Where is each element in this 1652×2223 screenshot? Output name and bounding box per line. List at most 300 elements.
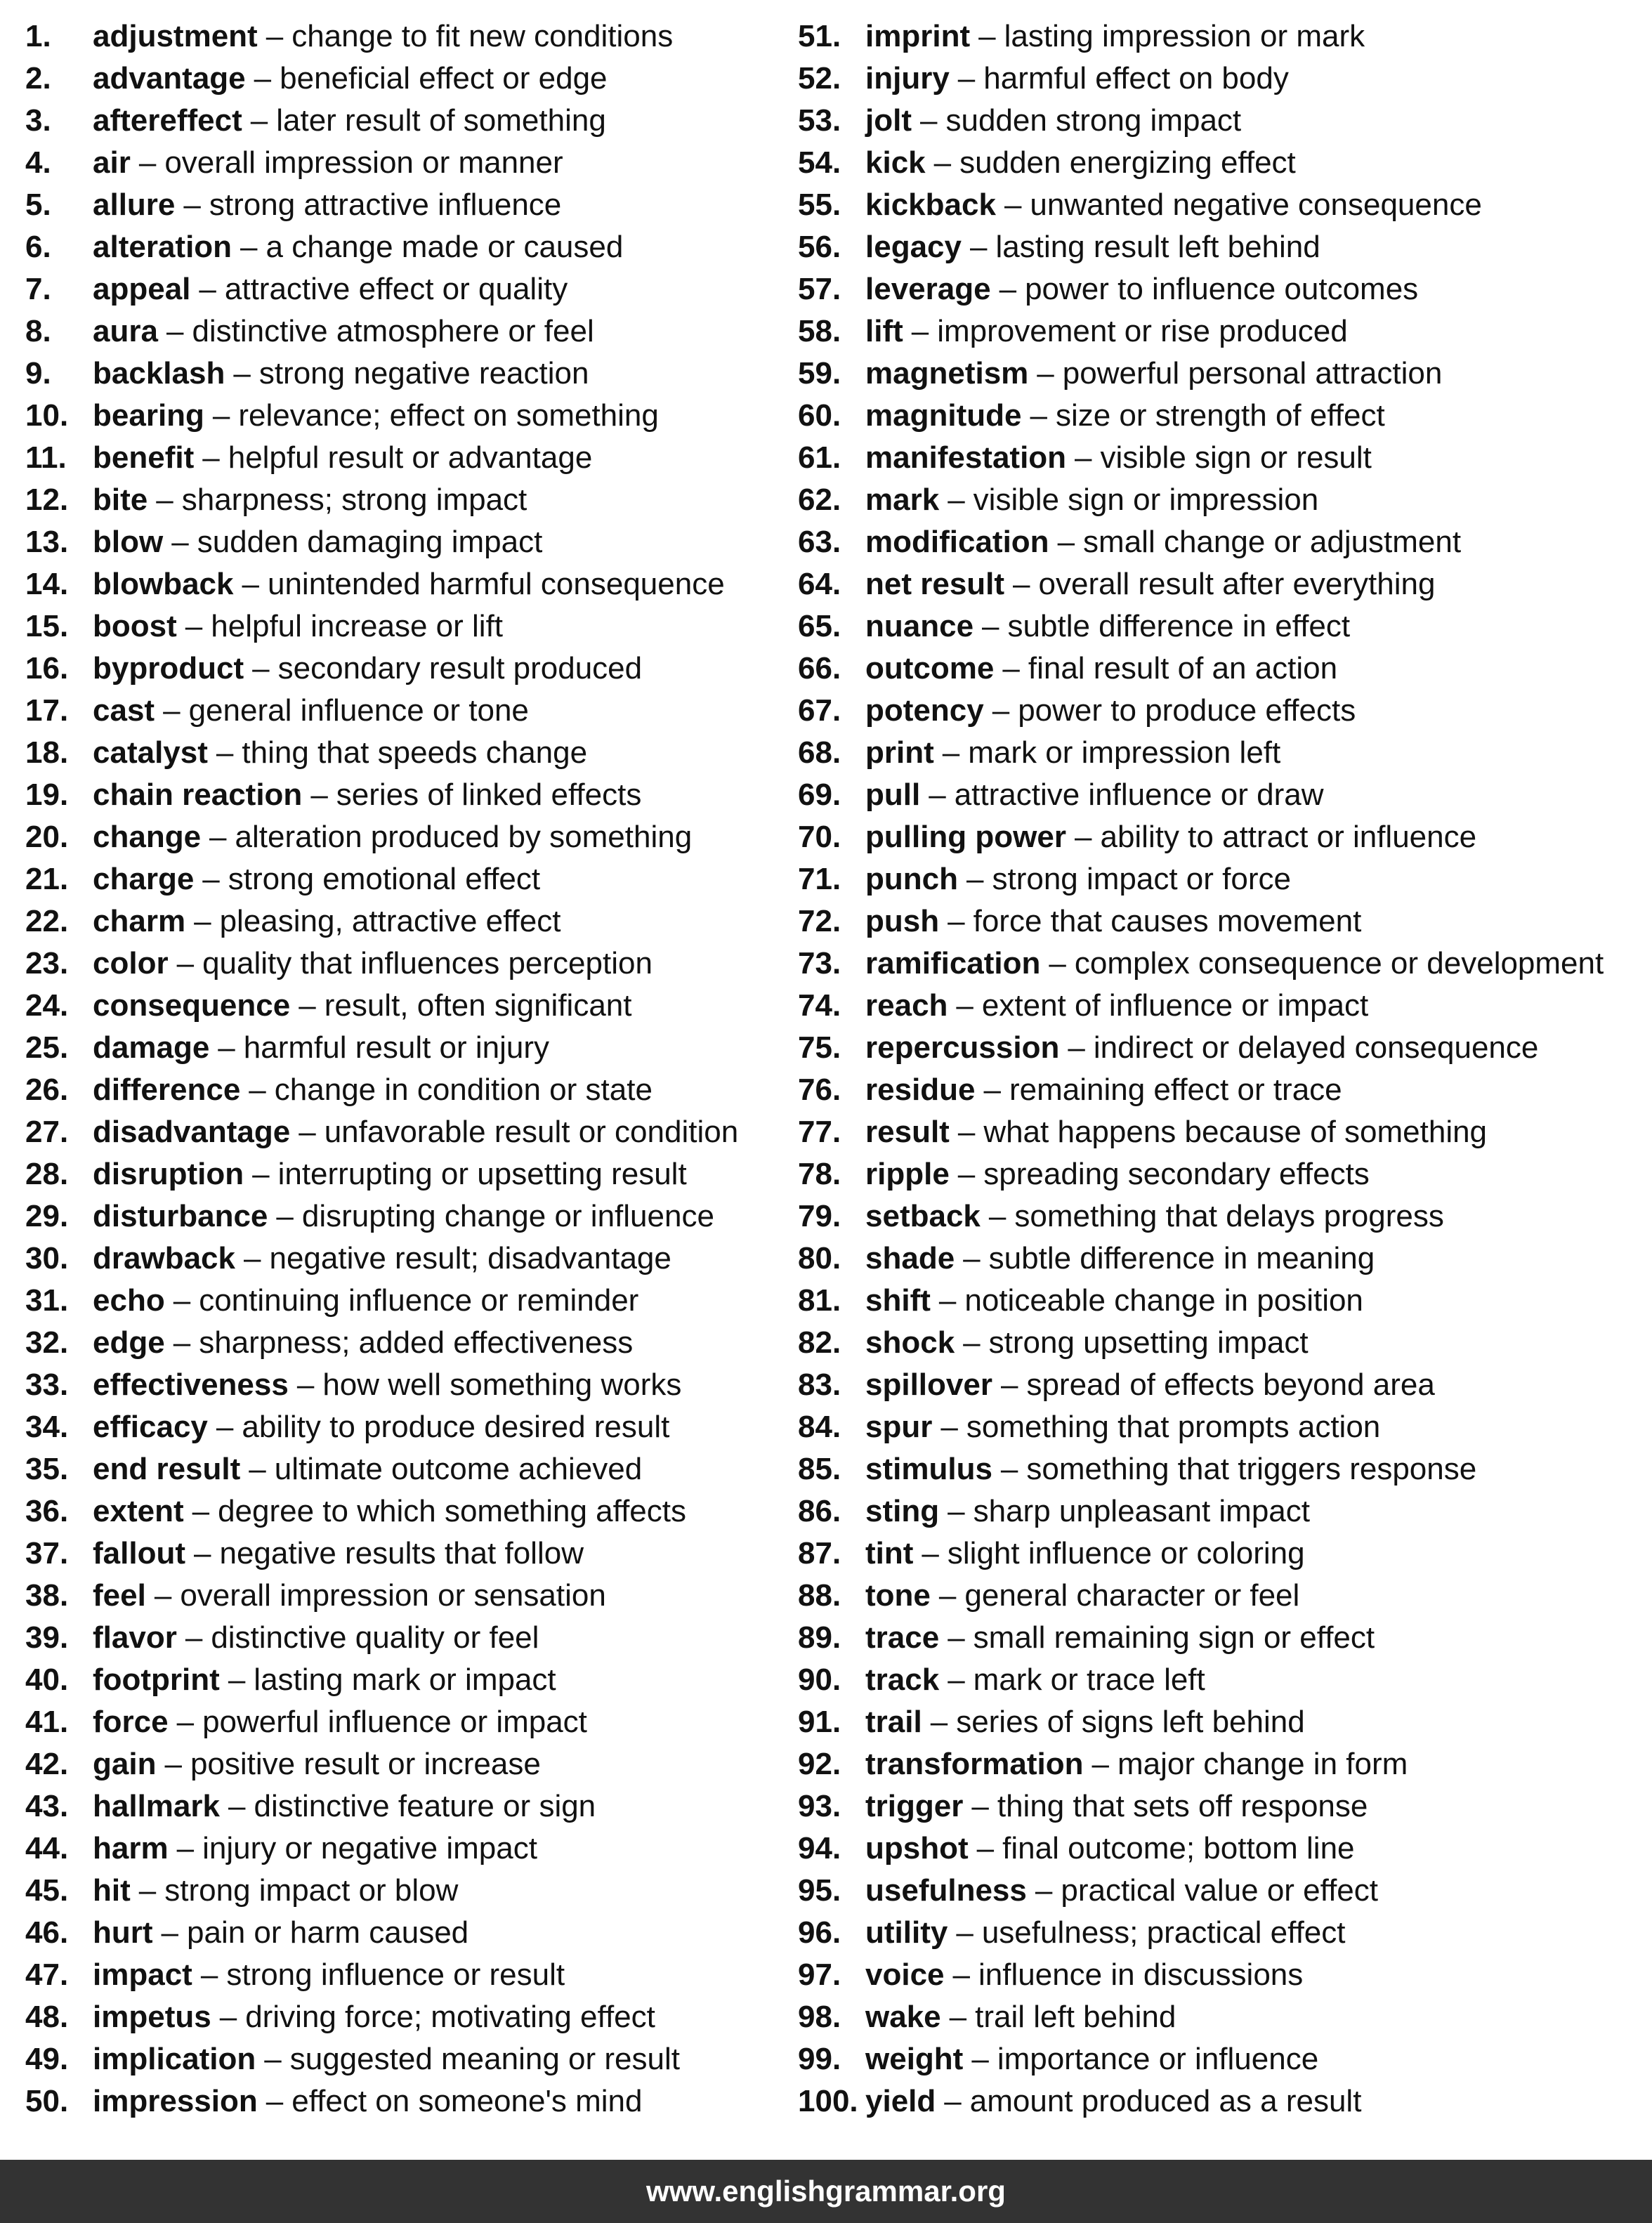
list-item (798, 816, 1641, 858)
item-definition: visible sign or impression (973, 483, 1319, 517)
item-definition: strong influence or result (226, 1958, 565, 1992)
item-number: 64. (798, 567, 841, 601)
item-word: imprint (865, 19, 971, 53)
item-dash: – (948, 904, 965, 938)
item-number: 73. (798, 946, 841, 981)
item-definition: final outcome; bottom line (1002, 1831, 1355, 1865)
item-word: lift (865, 314, 903, 348)
list-item (25, 1280, 826, 1322)
item-word: transformation (865, 1747, 1084, 1781)
list-item (25, 1912, 826, 1954)
item-number: 74. (798, 988, 841, 1023)
list-item (25, 858, 826, 900)
list-item (25, 2038, 826, 2080)
item-number: 57. (798, 272, 841, 306)
item-word: pull (865, 778, 921, 812)
item-number: 40. (25, 1663, 69, 1697)
list-item (25, 1069, 826, 1111)
item-word: usefulness (865, 1873, 1027, 1908)
item-word: result (865, 1115, 950, 1149)
item-definition: disrupting change or influence (301, 1199, 714, 1233)
item-definition: sharpness; strong impact (181, 483, 527, 517)
item-number: 65. (798, 609, 841, 643)
item-word: change (93, 820, 202, 854)
item-definition: slight influence or coloring (947, 1536, 1305, 1570)
item-dash: – (166, 314, 184, 348)
item-dash: – (212, 398, 230, 433)
item-dash: – (296, 1368, 315, 1402)
item-word: modification (865, 525, 1049, 559)
item-dash: – (982, 609, 999, 643)
list-item (798, 1743, 1641, 1785)
item-dash: – (171, 525, 189, 559)
item-dash: – (942, 735, 960, 770)
item-word: harm (93, 1831, 169, 1865)
list-item (25, 816, 826, 858)
item-dash: – (154, 1578, 172, 1613)
item-number: 86. (798, 1494, 841, 1528)
item-number: 91. (798, 1705, 841, 1739)
item-dash: – (956, 988, 973, 1023)
item-definition: distinctive feature or sign (254, 1789, 596, 1823)
item-dash: – (957, 1115, 976, 1149)
item-dash: – (1057, 525, 1075, 559)
item-word: damage (93, 1030, 210, 1065)
item-number: 43. (25, 1789, 69, 1823)
item-number: 20. (25, 820, 69, 854)
item-definition: unfavorable result or condition (324, 1115, 739, 1149)
list-item (798, 774, 1641, 816)
item-dash: – (957, 1157, 976, 1191)
item-dash: – (988, 1199, 1007, 1233)
list-item (798, 1280, 1641, 1322)
item-number: 25. (25, 1030, 69, 1065)
item-definition: ability to produce desired result (242, 1410, 670, 1444)
item-word: injury (865, 61, 950, 96)
item-word: disturbance (93, 1199, 268, 1233)
item-word: kick (865, 145, 926, 180)
list-item (798, 1828, 1641, 1870)
item-number: 75. (798, 1030, 841, 1065)
list-item (25, 690, 826, 732)
item-definition: force that causes movement (973, 904, 1362, 938)
item-definition: improvement or rise produced (937, 314, 1348, 348)
item-word: advantage (93, 61, 246, 96)
item-dash: – (264, 2042, 282, 2076)
item-dash: – (176, 946, 195, 981)
list-item (798, 1322, 1641, 1364)
item-definition: small remaining sign or effect (973, 1620, 1375, 1655)
item-word: utility (865, 1915, 948, 1950)
item-dash: – (956, 1915, 973, 1950)
item-definition: strong impact or blow (164, 1873, 459, 1908)
list-item (798, 1870, 1641, 1912)
item-number: 53. (798, 103, 841, 138)
item-word: drawback (93, 1241, 235, 1276)
item-number: 1. (25, 19, 51, 53)
item-definition: effect on someone's mind (291, 2084, 643, 2118)
item-number: 35. (25, 1452, 69, 1486)
list-item (798, 605, 1641, 648)
list-item (798, 1701, 1641, 1743)
list-item (798, 943, 1641, 985)
item-dash: – (948, 483, 965, 517)
item-definition: subtle difference in effect (1007, 609, 1351, 643)
item-word: reach (865, 988, 948, 1023)
item-dash: – (1035, 1873, 1053, 1908)
item-word: aura (93, 314, 158, 348)
item-definition: later result of something (276, 103, 606, 138)
item-definition: something that prompts action (966, 1410, 1381, 1444)
item-word: aftereffect (93, 103, 242, 138)
item-number: 63. (798, 525, 841, 559)
item-dash: – (940, 1410, 958, 1444)
word-list-left-column (25, 15, 826, 2123)
item-definition: importance or influence (997, 2042, 1319, 2076)
item-dash: – (138, 1873, 157, 1908)
item-dash: – (1074, 820, 1092, 854)
item-word: chain reaction (93, 778, 303, 812)
item-word: feel (93, 1578, 146, 1613)
item-word: print (865, 735, 934, 770)
item-definition: power to produce effects (1018, 693, 1356, 728)
item-dash: – (185, 609, 203, 643)
item-number: 5. (25, 188, 51, 222)
item-dash: – (228, 1789, 246, 1823)
item-dash: – (999, 272, 1017, 306)
item-dash: – (949, 2000, 967, 2034)
item-word: adjustment (93, 19, 258, 53)
item-word: setback (865, 1199, 981, 1233)
item-definition: subtle difference in meaning (988, 1241, 1375, 1276)
item-dash: – (1049, 946, 1066, 981)
item-definition: helpful increase or lift (211, 609, 504, 643)
item-dash: – (266, 19, 284, 53)
list-item (798, 1785, 1641, 1828)
item-number: 98. (798, 2000, 841, 2034)
list-item (798, 1954, 1641, 1996)
item-dash: – (948, 1620, 965, 1655)
item-definition: positive result or increase (190, 1747, 541, 1781)
item-definition: strong emotional effect (228, 862, 541, 896)
list-item (798, 2038, 1641, 2080)
item-dash: – (911, 314, 929, 348)
item-definition: noticeable change in position (964, 1283, 1363, 1318)
item-definition: lasting mark or impact (254, 1663, 556, 1697)
item-word: consequence (93, 988, 291, 1023)
item-number: 10. (25, 398, 69, 433)
item-word: color (93, 946, 169, 981)
item-dash: – (930, 1705, 948, 1739)
item-word: trail (865, 1705, 922, 1739)
item-number: 77. (798, 1115, 841, 1149)
item-word: impetus (93, 2000, 211, 2034)
list-item (25, 1828, 826, 1870)
list-item (798, 479, 1641, 521)
list-item (798, 563, 1641, 605)
item-number: 45. (25, 1873, 69, 1908)
item-dash: – (228, 1663, 246, 1697)
item-definition: distinctive quality or feel (211, 1620, 539, 1655)
item-definition: strong impact or force (992, 862, 1291, 896)
list-item (798, 900, 1641, 943)
item-number: 16. (25, 651, 69, 686)
list-item (798, 58, 1641, 100)
list-item (25, 1996, 826, 2038)
item-number: 82. (798, 1325, 841, 1360)
item-word: difference (93, 1073, 241, 1107)
list-item (798, 1195, 1641, 1238)
list-item (25, 605, 826, 648)
list-item (25, 1659, 826, 1701)
item-dash: – (202, 440, 220, 475)
item-number: 85. (798, 1452, 841, 1486)
item-definition: overall impression or manner (164, 145, 563, 180)
item-word: force (93, 1705, 169, 1739)
item-definition: series of linked effects (336, 778, 642, 812)
item-dash: – (240, 230, 258, 264)
list-item (25, 310, 826, 353)
item-word: blow (93, 525, 164, 559)
item-word: implication (93, 2042, 256, 2076)
item-word: spillover (865, 1368, 992, 1402)
item-definition: change in condition or state (274, 1073, 653, 1107)
item-number: 29. (25, 1199, 69, 1233)
list-item (798, 1364, 1641, 1406)
item-word: stimulus (865, 1452, 992, 1486)
item-definition: lasting impression or mark (1004, 19, 1365, 53)
item-dash: – (971, 1789, 989, 1823)
item-definition: pain or harm caused (187, 1915, 469, 1950)
list-item (25, 437, 826, 479)
list-item (798, 985, 1641, 1027)
item-definition: final result of an action (1028, 651, 1338, 686)
item-definition: attractive effect or quality (224, 272, 568, 306)
list-item (25, 1743, 826, 1785)
list-item (798, 100, 1641, 142)
item-dash: – (963, 1241, 981, 1276)
list-item (798, 1111, 1641, 1153)
item-number: 46. (25, 1915, 69, 1950)
item-word: effectiveness (93, 1368, 289, 1402)
item-number: 2. (25, 61, 51, 96)
list-item (25, 1448, 826, 1490)
list-item (25, 732, 826, 774)
item-dash: – (194, 904, 211, 938)
item-word: spur (865, 1410, 933, 1444)
item-dash: – (1037, 356, 1054, 391)
footer-site-url[interactable]: www.englishgrammar.org (646, 2175, 1006, 2208)
list-item (25, 395, 826, 437)
item-number: 3. (25, 103, 51, 138)
list-item (798, 310, 1641, 353)
item-dash: – (200, 1958, 218, 1992)
item-number: 23. (25, 946, 69, 981)
item-definition: complex consequence or development (1074, 946, 1604, 981)
item-dash: – (250, 103, 268, 138)
item-word: ramification (865, 946, 1041, 981)
item-number: 14. (25, 567, 69, 601)
item-number: 39. (25, 1620, 69, 1655)
item-word: disadvantage (93, 1115, 291, 1149)
item-number: 27. (25, 1115, 69, 1149)
item-definition: relevance; effect on something (238, 398, 659, 433)
list-item (25, 184, 826, 226)
item-definition: practical value or effect (1061, 1873, 1379, 1908)
list-item (798, 1533, 1641, 1575)
item-number: 36. (25, 1494, 69, 1528)
item-number: 15. (25, 609, 69, 643)
item-definition: remaining effect or trace (1009, 1073, 1342, 1107)
item-dash: – (173, 1325, 191, 1360)
item-word: impression (93, 2084, 258, 2118)
item-dash: – (948, 1663, 965, 1697)
item-word: byproduct (93, 651, 244, 686)
item-number: 59. (798, 356, 841, 391)
item-dash: – (216, 1410, 234, 1444)
item-word: efficacy (93, 1410, 208, 1444)
item-definition: suggested meaning or result (289, 2042, 680, 2076)
item-dash: – (992, 693, 1010, 728)
item-number: 97. (798, 1958, 841, 1992)
item-dash: – (219, 2000, 237, 2034)
list-item (798, 437, 1641, 479)
item-word: mark (865, 483, 940, 517)
item-definition: sudden strong impact (945, 103, 1242, 138)
item-definition: influence in discussions (978, 1958, 1304, 1992)
item-word: ripple (865, 1157, 950, 1191)
item-dash: – (192, 1494, 210, 1528)
item-dash: – (983, 1073, 1001, 1107)
item-definition: usefulness; practical effect (981, 1915, 1346, 1950)
item-number: 81. (798, 1283, 841, 1318)
list-item (25, 1870, 826, 1912)
list-item (798, 1448, 1641, 1490)
list-item (798, 226, 1641, 268)
item-definition: powerful personal attraction (1062, 356, 1443, 391)
item-word: leverage (865, 272, 991, 306)
item-definition: sharpness; added effectiveness (199, 1325, 634, 1360)
item-number: 100. (798, 2084, 858, 2118)
item-dash: – (156, 483, 173, 517)
item-definition: mark or impression left (968, 735, 1281, 770)
item-word: magnitude (865, 398, 1022, 433)
item-dash: – (1004, 188, 1022, 222)
list-item (798, 690, 1641, 732)
item-dash: – (976, 1831, 995, 1865)
list-item (798, 184, 1641, 226)
item-definition: ultimate outcome achieved (274, 1452, 643, 1486)
item-definition: extent of influence or impact (981, 988, 1369, 1023)
list-item (798, 1069, 1641, 1111)
item-word: gain (93, 1747, 157, 1781)
item-number: 72. (798, 904, 841, 938)
item-number: 60. (798, 398, 841, 433)
item-dash: – (276, 1199, 294, 1233)
list-item (25, 142, 826, 184)
item-definition: secondary result produced (277, 651, 643, 686)
item-word: voice (865, 1958, 945, 1992)
list-item (25, 943, 826, 985)
item-definition: negative results that follow (219, 1536, 584, 1570)
item-dash: – (199, 272, 216, 306)
item-definition: ability to attract or influence (1100, 820, 1477, 854)
item-word: jolt (865, 103, 912, 138)
item-dash: – (969, 230, 988, 264)
item-word: shock (865, 1325, 955, 1360)
item-dash: – (164, 1747, 182, 1781)
item-number: 54. (798, 145, 841, 180)
item-dash: – (299, 988, 316, 1023)
item-dash: – (1002, 651, 1020, 686)
item-dash: – (249, 1452, 266, 1486)
item-word: echo (93, 1283, 165, 1318)
item-dash: – (978, 19, 996, 53)
item-definition: thing that sets off response (997, 1789, 1368, 1823)
item-number: 51. (798, 19, 841, 53)
item-number: 22. (25, 904, 69, 938)
item-word: magnetism (865, 356, 1029, 391)
list-item (798, 1490, 1641, 1533)
item-number: 24. (25, 988, 69, 1023)
item-number: 42. (25, 1747, 69, 1781)
item-word: boost (93, 609, 177, 643)
item-number: 94. (798, 1831, 841, 1865)
item-dash: – (252, 651, 270, 686)
item-number: 31. (25, 1283, 69, 1318)
item-word: end result (93, 1452, 241, 1486)
item-word: legacy (865, 230, 962, 264)
item-definition: something that delays progress (1014, 1199, 1444, 1233)
item-definition: what happens because of something (983, 1115, 1488, 1149)
item-definition: driving force; motivating effect (245, 2000, 655, 2034)
item-word: track (865, 1663, 940, 1697)
item-word: charm (93, 904, 186, 938)
item-word: punch (865, 862, 958, 896)
item-word: sting (865, 1494, 940, 1528)
item-word: appeal (93, 272, 191, 306)
item-number: 44. (25, 1831, 69, 1865)
list-item (25, 1785, 826, 1828)
item-number: 28. (25, 1157, 69, 1191)
item-number: 55. (798, 188, 841, 222)
list-item (798, 15, 1641, 58)
item-definition: quality that influences perception (202, 946, 653, 981)
item-word: charge (93, 862, 195, 896)
item-dash: – (242, 567, 259, 601)
item-definition: mark or trace left (973, 1663, 1205, 1697)
item-dash: – (966, 862, 984, 896)
item-number: 52. (798, 61, 841, 96)
item-dash: – (183, 188, 201, 222)
item-dash: – (266, 2084, 284, 2118)
item-definition: major change in form (1117, 1747, 1408, 1781)
item-word: repercussion (865, 1030, 1060, 1065)
item-number: 17. (25, 693, 69, 728)
item-number: 18. (25, 735, 69, 770)
item-number: 7. (25, 272, 51, 306)
item-number: 33. (25, 1368, 69, 1402)
item-definition: a change made or caused (266, 230, 624, 264)
item-number: 76. (798, 1073, 841, 1107)
item-definition: change to fit new conditions (291, 19, 674, 53)
item-word: edge (93, 1325, 165, 1360)
list-item (25, 1490, 826, 1533)
item-definition: strong negative reaction (258, 356, 589, 391)
item-word: nuance (865, 609, 974, 643)
list-item (25, 58, 826, 100)
list-item (798, 1617, 1641, 1659)
